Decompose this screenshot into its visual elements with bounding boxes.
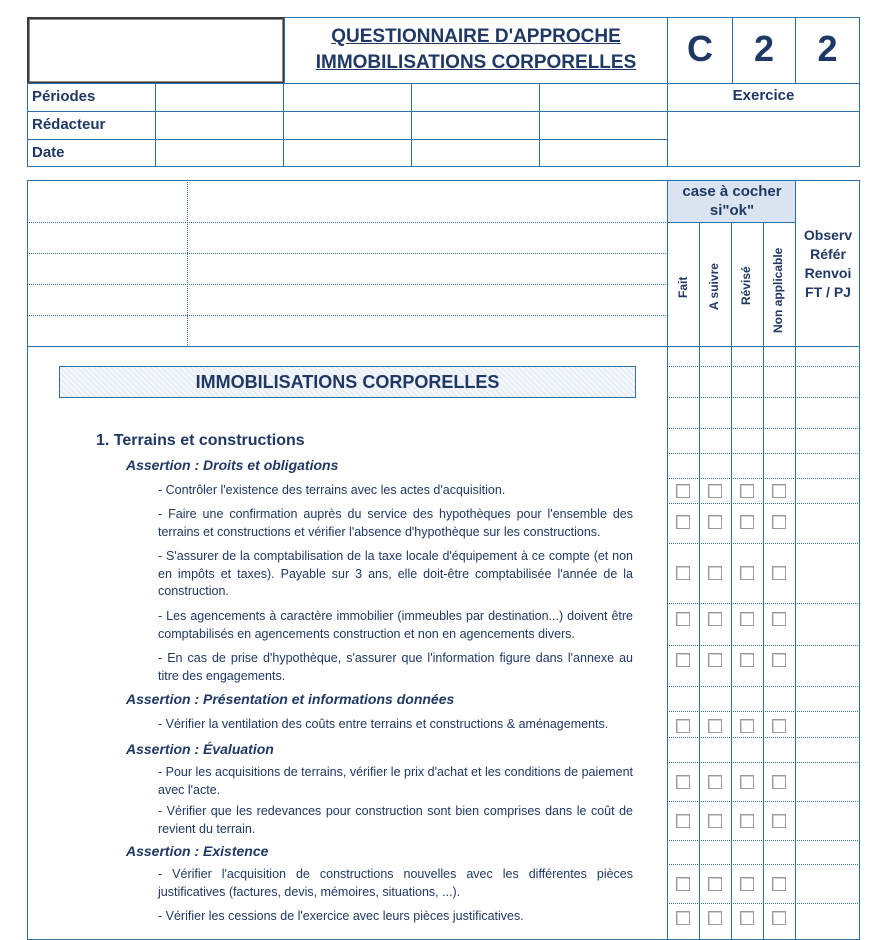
grid-row-line	[667, 801, 860, 802]
checkbox-revise[interactable]	[740, 653, 754, 667]
grid-col-line	[699, 222, 700, 940]
label-date: Date	[32, 144, 65, 161]
checkbox-non-applicable[interactable]	[772, 877, 786, 891]
observ-line-2: Référ	[810, 246, 846, 262]
grid-row-line	[667, 397, 860, 398]
checkbox-a-suivre[interactable]	[708, 566, 722, 580]
section-banner: IMMOBILISATIONS CORPORELLES	[59, 366, 636, 398]
section-title: 1. Terrains et constructions	[96, 432, 305, 449]
grid-row-line	[667, 603, 860, 604]
grid-row-line	[667, 903, 860, 904]
checkbox-fait[interactable]	[676, 775, 690, 789]
assertion-title: Assertion : Existence	[126, 843, 269, 859]
checkbox-non-applicable[interactable]	[772, 775, 786, 789]
checkbox-header-text: case à cocher si"ok"	[682, 183, 782, 219]
list-item: - Contrôler l'existence des terrains avec les actes d'acquisition.	[158, 483, 506, 497]
checkbox-non-applicable[interactable]	[772, 653, 786, 667]
logo-placeholder	[27, 17, 285, 84]
header-row-line	[27, 222, 668, 223]
col-non-applicable: Non applicable	[771, 247, 785, 333]
grid-col-line	[667, 180, 668, 940]
grid-header-bottom	[667, 346, 860, 347]
grid-row-line	[667, 686, 860, 687]
info-divider	[411, 83, 412, 167]
grid-col-line	[795, 180, 796, 940]
checkbox-a-suivre[interactable]	[708, 911, 722, 925]
checkbox-revise[interactable]	[740, 719, 754, 733]
col-a-suivre: A suivre	[707, 263, 721, 310]
checkbox-fait[interactable]	[676, 653, 690, 667]
code-number-2: 2	[817, 28, 838, 69]
code-letter: C	[687, 28, 713, 69]
header-row-line	[27, 253, 668, 254]
list-item: - Les agencements à caractère immobilier (immeubles par destination...) doivent être comptabilisés en agencements construction et non en agencements divers.	[158, 609, 633, 641]
grid-row-line	[667, 711, 860, 712]
list-item: - Vérifier la ventilation des coûts entre terrains et constructions & aménagements.	[158, 717, 609, 731]
checkbox-non-applicable[interactable]	[772, 719, 786, 733]
label-redacteur: Rédacteur	[32, 116, 106, 133]
title-line-1: QUESTIONNAIRE D'APPROCHE	[331, 26, 621, 47]
checkbox-fait[interactable]	[676, 911, 690, 925]
checkbox-a-suivre[interactable]	[708, 612, 722, 626]
grid-row-line	[667, 762, 860, 763]
checkbox-fait[interactable]	[676, 612, 690, 626]
checkbox-a-suivre[interactable]	[708, 877, 722, 891]
checkbox-a-suivre[interactable]	[708, 719, 722, 733]
grid-row-line	[667, 645, 860, 646]
grid-col-line	[763, 222, 764, 940]
checkbox-a-suivre[interactable]	[708, 653, 722, 667]
checkbox-fait[interactable]	[676, 566, 690, 580]
grid-col-line	[731, 222, 732, 940]
grid-row-line	[667, 864, 860, 865]
code-number-1: 2	[753, 28, 775, 69]
grid-row-line	[667, 428, 860, 429]
list-item: - Vérifier l'acquisition de constructions nouvelles avec les différentes pièces justificatives (factures, devis, mémoires, situations, ...).	[158, 867, 633, 899]
checkbox-fait[interactable]	[676, 515, 690, 529]
list-item: - En cas de prise d'hypothèque, s'assurer que l'information figure dans l'annexe au titre des engagements.	[158, 651, 633, 683]
checkbox-revise[interactable]	[740, 775, 754, 789]
checkbox-a-suivre[interactable]	[708, 484, 722, 498]
col-revise: Révisé	[739, 266, 753, 305]
header-col-divider	[187, 180, 188, 347]
checkbox-revise[interactable]	[740, 814, 754, 828]
checkbox-non-applicable[interactable]	[772, 566, 786, 580]
title-line-2: IMMOBILISATIONS CORPORELLES	[315, 52, 637, 73]
observ-line-4: FT / PJ	[805, 284, 851, 300]
checkbox-revise[interactable]	[740, 566, 754, 580]
checkbox-revise[interactable]	[740, 877, 754, 891]
checkbox-fait[interactable]	[676, 719, 690, 733]
checkbox-non-applicable[interactable]	[772, 612, 786, 626]
checkbox-fait[interactable]	[676, 484, 690, 498]
checkbox-a-suivre[interactable]	[708, 515, 722, 529]
exercice-label: Exercice	[732, 87, 795, 104]
row-date	[27, 139, 668, 167]
row-periodes	[27, 83, 668, 112]
checkbox-fait[interactable]	[676, 877, 690, 891]
header-row-line	[27, 284, 668, 285]
info-divider	[539, 83, 540, 167]
list-item: - Pour les acquisitions de terrains, vérifier le prix d'achat et les conditions de paiement avec l'acte.	[158, 765, 633, 797]
list-item: - Faire une confirmation auprès du service des hypothèques pour l'ensemble des terrains et constructions et vérifier l'absence d'hypothèque sur les constructions.	[158, 507, 633, 539]
observ-line-3: Renvoi	[804, 265, 852, 281]
observ-line-1: Observ	[803, 227, 853, 243]
label-periodes: Périodes	[32, 88, 96, 105]
checkbox-revise[interactable]	[740, 911, 754, 925]
grid-row-line	[667, 366, 860, 367]
grid-row-line	[667, 840, 860, 841]
checkbox-non-applicable[interactable]	[772, 814, 786, 828]
grid-row-line	[667, 543, 860, 544]
list-item: - S'assurer de la comptabilisation de la taxe locale d'équipement à ce compte (et non en impôts et taxes). Payable sur 3 ans, elle doit-être comptabilisée l'année de la construction.	[158, 549, 633, 598]
checkbox-a-suivre[interactable]	[708, 775, 722, 789]
grid-row-line	[667, 478, 860, 479]
info-divider	[155, 83, 156, 167]
header-row-line	[27, 315, 668, 316]
grid-row-line	[667, 453, 860, 454]
grid-row-line	[667, 737, 860, 738]
info-divider	[283, 83, 284, 167]
observ-header	[797, 226, 859, 302]
page-title	[284, 24, 668, 76]
checkbox-non-applicable[interactable]	[772, 515, 786, 529]
checkbox-revise[interactable]	[740, 612, 754, 626]
assertion-title: Assertion : Évaluation	[126, 741, 274, 757]
list-item: - Vérifier que les redevances pour construction sont bien comprises dans le coût de revient du terrain.	[158, 804, 633, 836]
col-fait: Fait	[676, 276, 690, 298]
assertion-title: Assertion : Présentation et informations données	[126, 691, 455, 707]
checkbox-revise[interactable]	[740, 484, 754, 498]
checkbox-fait[interactable]	[676, 814, 690, 828]
checkbox-revise[interactable]	[740, 515, 754, 529]
checkbox-non-applicable[interactable]	[772, 911, 786, 925]
row-redacteur	[27, 111, 668, 140]
assertion-title: Assertion : Droits et obligations	[126, 457, 339, 473]
grid-row-line	[667, 503, 860, 504]
checkbox-a-suivre[interactable]	[708, 814, 722, 828]
list-item: - Vérifier les cessions de l'exercice avec leurs pièces justificatives.	[158, 909, 524, 923]
header-left-area	[27, 180, 668, 347]
checkbox-non-applicable[interactable]	[772, 484, 786, 498]
